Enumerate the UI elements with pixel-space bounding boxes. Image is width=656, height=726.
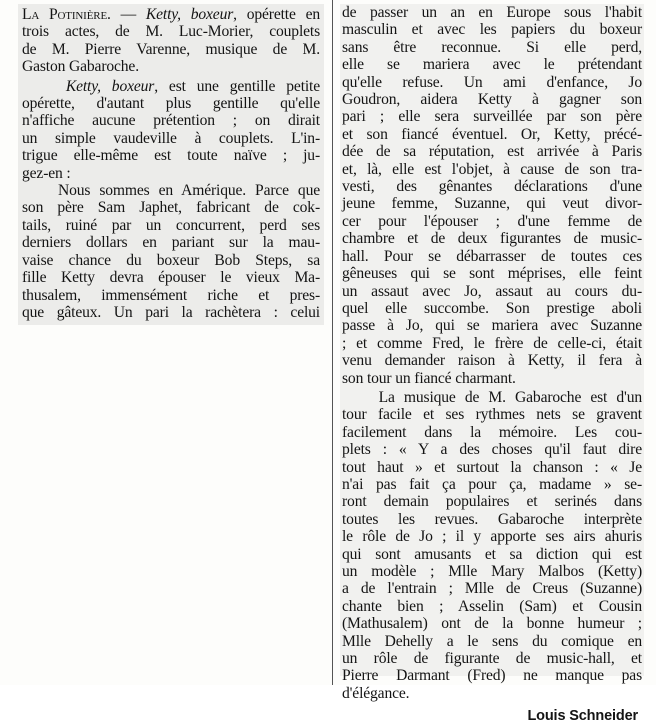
text-line: un rôle de figurante de music-hall, et	[342, 650, 642, 668]
text-line: vaise chance du boxeur Bob Steps, sa	[22, 251, 320, 269]
play-title-inline: Ketty, boxeur	[65, 77, 155, 95]
article-heading: La Potinière. — Ketty, boxeur, opérette en trois actes, de M. Luc-Morier, couplets de M. Pierre Varenne, musique de M. Gaston Gabaroche.	[22, 6, 320, 76]
text-line: sans être reconnue. Si elle perd,	[342, 38, 642, 56]
heading-line: de M. Pierre Varenne, musique de M.	[22, 40, 320, 58]
paragraph-plot	[22, 182, 320, 321]
text-line: elle se mariera avec le prétendant	[342, 56, 642, 74]
text-line: thusalem, immensément riche et pres-	[22, 286, 320, 304]
venue-name: La Potinière.	[22, 6, 111, 23]
text-line: pari ; elle sera surveillée par son père	[342, 108, 642, 126]
text-line: tour facile et ses rythmes nets se gravent	[342, 406, 642, 424]
text-line: chante bien ; Asselin (Sam) et Cousin	[342, 597, 642, 615]
text-line: cer pour l'épouser ; d'une femme de	[342, 212, 642, 230]
text-line: tout haut » et surtout la chanson : « Je	[342, 458, 642, 476]
text-line: chambre et de deux figurantes de music-	[342, 230, 642, 248]
text-line: et, là, elle est l'objet, à cause de son tra-	[342, 160, 642, 178]
text-line: n'affiche aucune prétention ; on dirait	[22, 112, 320, 130]
text-line: un modèle ; Mlle Mary Malbos (Ketty)	[342, 563, 642, 580]
text-line: masculin et avec les papiers du boxeur	[342, 21, 642, 39]
text-line: et son fiancé éventuel. Or, Ketty, précé-	[342, 125, 642, 143]
text-line: Nous sommes en Amérique. Parce que	[58, 182, 320, 200]
text-line: facilement dans la mémoire. Les cou-	[342, 423, 642, 441]
text-line: a de l'entrain ; Mlle de Creus (Suzanne)	[342, 580, 642, 598]
text-line: derniers dollars en pariant sur la mau-	[22, 234, 320, 252]
text-line: qu'elle refuse. Un ami d'enfance, Jo	[342, 73, 642, 91]
text-line: La musique de M. Gabaroche est d'un	[378, 388, 642, 406]
text-line: son père Sam Japhet, fabricant de cok-	[22, 199, 320, 217]
text-line: tails, ruiné par un concurrent, perd ses	[22, 216, 320, 234]
heading-line: Gaston Gabaroche.	[22, 58, 139, 76]
author-signature: Louis Schneider	[527, 708, 638, 725]
paragraph-music	[342, 389, 642, 702]
text-line: hall. Pour se débarrasser de toutes ces	[342, 247, 642, 265]
play-title: Ketty, boxeur	[145, 6, 234, 23]
text-line: un assaut avec Jo, assaut au cours du-	[342, 282, 642, 300]
text-line: quel elle succombe. Son prestige aboli	[342, 299, 642, 317]
text-line: toutes les revues. Gabaroche interprète	[342, 510, 642, 528]
paragraph-plot-continued	[342, 4, 642, 387]
text-line: le rôle de Jo ; il y apporte ses airs ahuris	[342, 528, 642, 546]
text-line: de passer un an en Europe sous l'habit	[342, 4, 642, 21]
text-line: ; et comme Fred, le frère de celle-ci, était	[342, 334, 642, 352]
text-line: ront demain populaires et serinés dans	[342, 493, 642, 511]
column-divider	[332, 0, 333, 685]
text-line: gez-en :	[22, 164, 71, 182]
text-line: Mlle Dehelly a le sens du comique en	[342, 632, 642, 650]
left-column	[18, 4, 324, 325]
text-line: trigue elle-même est toute naïve ; ju-	[22, 147, 320, 165]
text-line: d'élégance.	[342, 684, 410, 702]
text-line: opérette, d'autant plus gentille qu'elle	[22, 95, 320, 113]
text-line: Goudron, aidera Ketty à gagner son	[342, 91, 642, 109]
text-line: n'ai pas fait ça pour ça, madame » se-	[342, 475, 642, 493]
text-line: que gâteux. Un pari la rachètera : celui	[22, 303, 320, 321]
text-line: fille Ketty devra épouser le vieux Ma-	[22, 269, 320, 287]
text-line: dée de sa réputation, est arrivée à Paris	[342, 143, 642, 161]
right-column	[340, 4, 644, 725]
text-line: passe à Jo, qui se mariera avec Suzanne	[342, 317, 642, 335]
text-line: gêneuses qui se sont méprises, elle feint	[342, 265, 642, 283]
text-line: (Mathusalem) ont de la bonne humeur ;	[342, 615, 642, 633]
paragraph-intro: Ketty, boxeur, est une gentille petite opérette, d'autant plus gentille qu'elle n'affiche aucune prétention ; on dirait un simple vaudeville à couplets. L'in- trigue elle-même est toute naïve ; ju- gez-en :	[22, 77, 321, 182]
text-line: Pierre Darmant (Fred) ne manque pas	[342, 667, 642, 685]
text-line: jeune femme, Suzanne, qui veut divor-	[342, 195, 642, 213]
text-line: vesti, des gênantes déclarations d'une	[342, 178, 642, 196]
text-line: un simple vaudeville à couplets. L'in-	[22, 129, 320, 147]
text-line: plets : « Y a des choses qu'il faut dire	[342, 441, 642, 459]
text-line: son tour un fiancé charmant.	[342, 369, 516, 387]
heading-line: trois actes, de M. Luc-Morier, couplets	[22, 23, 320, 41]
text-line: qui sont amusants et sa diction qui est	[342, 545, 642, 563]
text-line: venu demander raison à Ketty, il fera à	[342, 352, 642, 370]
